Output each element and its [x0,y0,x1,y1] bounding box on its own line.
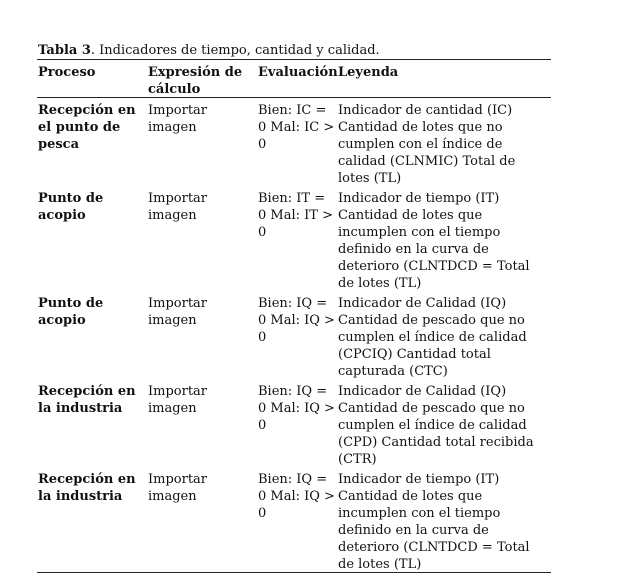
row-proceso: Recepción en el punto de pesca [38,103,136,152]
header-evaluacion: Evaluación [258,65,338,80]
row-expresion: Importar imagen [148,296,208,328]
row-proceso: Recepción en la industria [38,384,136,416]
row-leyenda: Indicador de cantidad (IC) Cantidad de lotes que no cumplen con el índice de calidad (CLNMIC) Total de lotes (TL) [338,103,516,186]
row-proceso: Punto de acopio [38,296,104,328]
header-proceso: Proceso [38,65,96,80]
row-proceso: Punto de acopio [38,191,104,223]
header-leyenda: Leyenda [338,65,399,80]
row-leyenda: Indicador de tiempo (IT) Cantidad de lotes que incumplen con el tiempo definido en la curva de deterioro (CLNTDCD = Total de lotes (TL) [338,191,530,291]
row-leyenda: Indicador de Calidad (IQ) Cantidad de pescado que no cumplen el índice de calidad (CPCIQ) Cantidad total capturada (CTC) [338,296,527,379]
row-evaluacion: Bien: IT = 0 Mal: IT > 0 [258,191,333,240]
row-evaluacion: Bien: IC = 0 Mal: IC > 0 [258,103,335,152]
header-expresion: Expresión de cálculo [148,65,243,97]
row-leyenda: Indicador de Calidad (IQ) Cantidad de pescado que no cumplen el índice de calidad (CPD) Cantidad total recibida (CTR) [338,384,534,467]
row-evaluacion: Bien: IQ = 0 Mal: IQ > 0 [258,296,335,345]
row-leyenda: Indicador de tiempo (IT) Cantidad de lotes que incumplen con el tiempo definido en la curva de deterioro (CLNTDCD = Total de lotes (TL) [338,472,530,572]
caption-text: . Indicadores de tiempo, cantidad y calidad. [90,43,380,58]
table-top-rule [37,59,551,60]
header-bottom-rule [37,97,551,98]
caption-label: Tabla 3 [38,43,91,58]
row-expresion: Importar imagen [148,384,208,416]
row-expresion: Importar imagen [148,103,208,135]
table-caption [38,42,380,59]
row-expresion: Importar imagen [148,191,208,223]
row-proceso: Recepción en la industria [38,472,136,504]
row-evaluacion: Bien: IQ = 0 Mal: IQ > 0 [258,472,335,521]
row-evaluacion: Bien: IQ = 0 Mal: IQ > 0 [258,384,335,433]
table-bottom-rule [37,572,551,573]
row-expresion: Importar imagen [148,472,208,504]
